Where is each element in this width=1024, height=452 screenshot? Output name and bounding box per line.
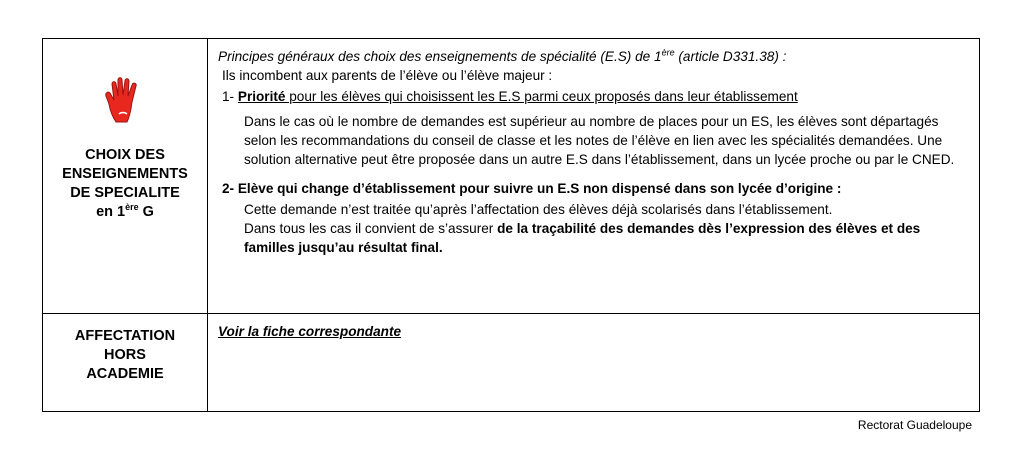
item-2-line: Cette demande n’est traitée qu’après l’affectation des élèves déjà scolarisés dans l’établissement. <box>244 202 833 217</box>
label-line: en 1ère G <box>96 202 154 220</box>
item-2-line: Dans tous les cas il convient de s’assurer de la traçabilité des demandes dès l’expression des élèves et des familles jusqu’au résultat final. <box>244 221 921 255</box>
stop-hand-icon <box>104 76 146 124</box>
info-table <box>42 38 980 412</box>
item-2: 2- Elève qui change d’établissement pour suivre un E.S non dispensé dans son lycée d’origine : <box>222 181 842 196</box>
label-line: AFFECTATION <box>74 328 176 344</box>
row-label-cell <box>43 39 208 314</box>
item-1-paragraph: Dans le cas où le nombre de demandes est supérieur au nombre de places pour un ES, les élèves sont départagés selon les recommandations du conseil de classe et les notes de l’élève en lien avec les spécialités demandées. Une solution alternative peut être proposée dans un autre E.S dans l’établissement, dans un lycée proche ou par le CNED. <box>244 114 955 167</box>
label-line: ACADEMIE <box>86 366 164 382</box>
label-line: HORS <box>104 347 146 363</box>
intro-line: Principes généraux des choix des enseignements de spécialité (E.S) de 1ère (article D331.38) : <box>218 47 787 64</box>
item-1: 1- Priorité pour les élèves qui choisissent les E.S parmi ceux proposés dans leur établissement <box>222 89 798 104</box>
table-row <box>43 314 980 412</box>
content-cell <box>208 314 980 412</box>
label-line: ENSEIGNEMENTS <box>62 166 188 182</box>
intro-subline: Ils incombent aux parents de l’élève ou l’élève majeur : <box>222 68 553 83</box>
row-label-cell <box>43 314 208 412</box>
label-line: DE SPECIALITE <box>70 185 180 201</box>
label-line: CHOIX DES <box>85 147 165 163</box>
fiche-link[interactable]: Voir la fiche correspondante <box>218 324 402 339</box>
content-cell <box>208 39 980 314</box>
footer-text: Rectorat Guadeloupe <box>857 418 972 432</box>
table-row <box>43 39 980 314</box>
